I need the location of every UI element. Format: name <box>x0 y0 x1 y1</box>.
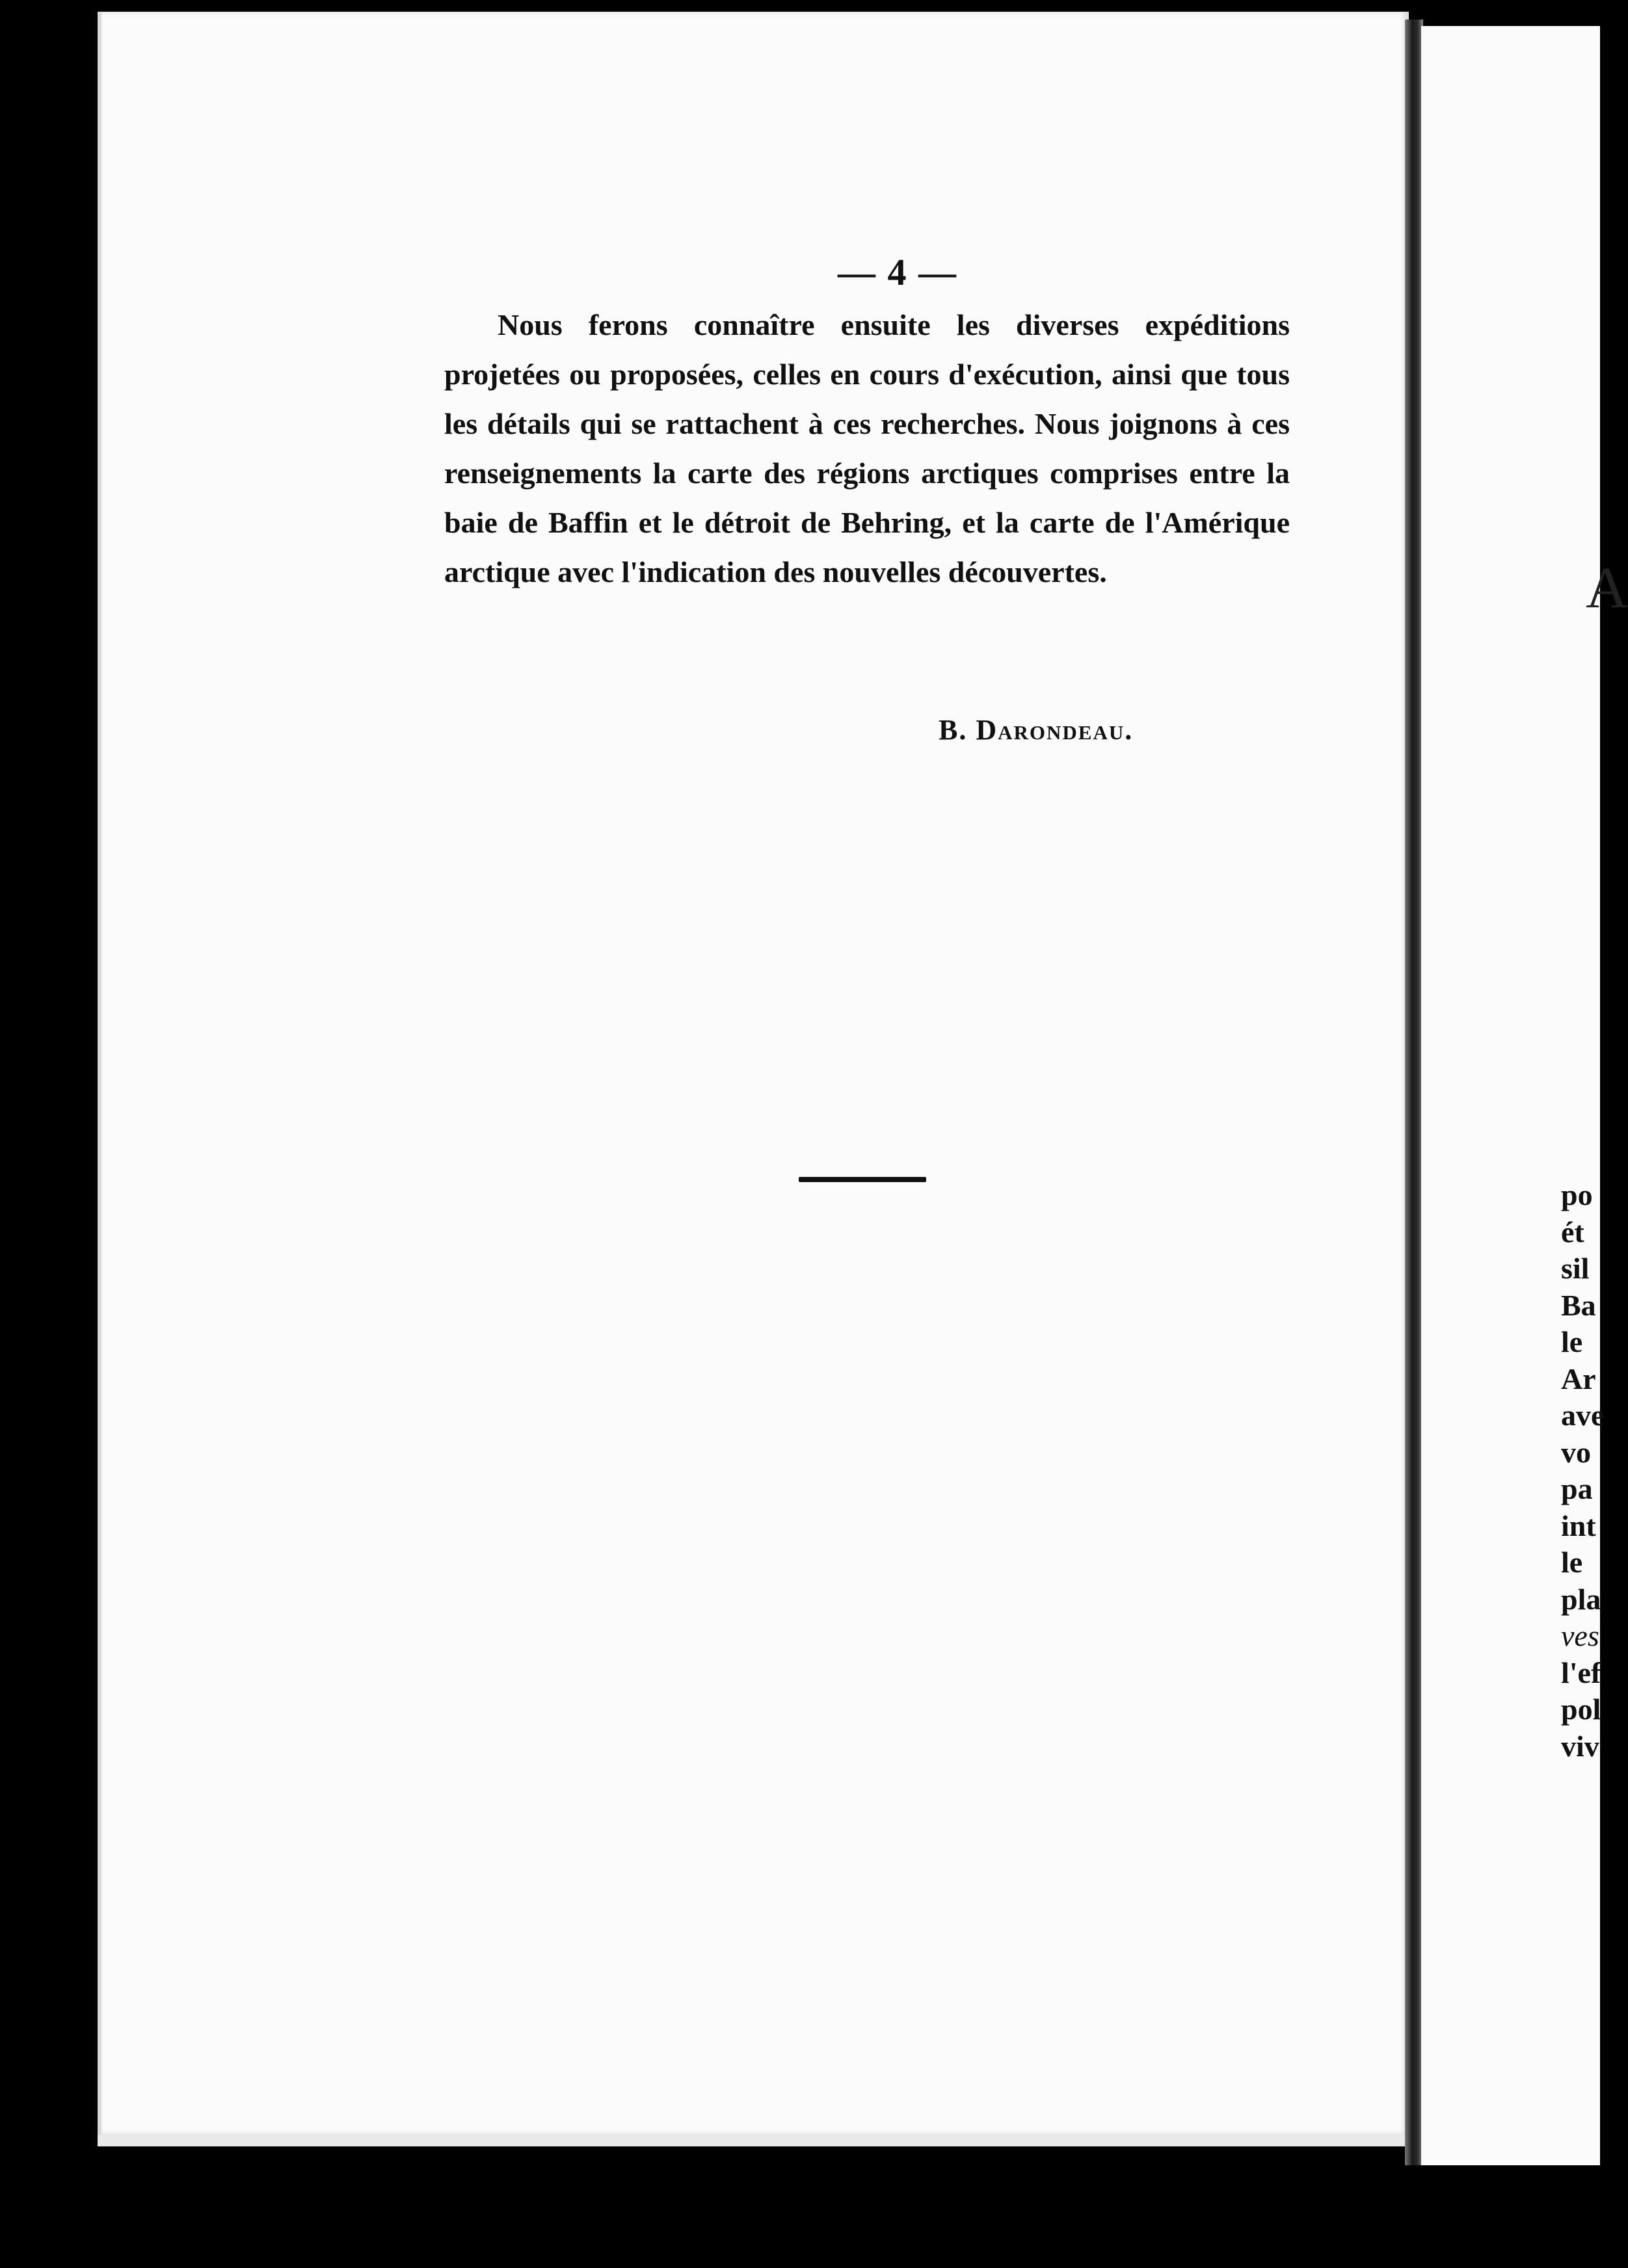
page-number: — 4 — <box>838 251 957 293</box>
body-text <box>444 300 1290 597</box>
right-line: pa <box>1561 1472 1593 1505</box>
left-page-bottom-edge <box>98 2135 1405 2146</box>
right-line: ave <box>1561 1399 1605 1432</box>
right-line: l'ef <box>1561 1655 1601 1689</box>
right-line: pol <box>1561 1693 1601 1726</box>
right-line: po <box>1561 1178 1593 1211</box>
book-gutter <box>1405 20 1423 2165</box>
right-line: Ba <box>1561 1288 1596 1322</box>
right-line: ét <box>1561 1215 1584 1248</box>
right-page-fragment: A <box>1586 556 1628 620</box>
right-line: le <box>1561 1325 1583 1358</box>
right-page <box>1421 26 1628 2165</box>
body-paragraph: Nous ferons connaître ensuite les diverses expéditions projetées ou proposées, celles en cours d'exécution, ainsi que tous les détails qui se rattachent à ces recherches. Nous joignons à ces renseignements la carte des régions arctiques comprises entre la baie de Baffin et le détroit de Behring, et la carte de l'Amérique arctique avec l'indication des nouvelles découvertes. <box>444 308 1290 588</box>
right-line: Ar <box>1561 1362 1596 1395</box>
right-line: ves <box>1561 1619 1599 1652</box>
author-signature: B. Darondeau. <box>939 714 1134 746</box>
right-line: viv <box>1561 1729 1599 1763</box>
right-page-text-column <box>1561 1177 1605 1765</box>
right-line: int <box>1561 1509 1596 1542</box>
right-line: vo <box>1561 1435 1591 1469</box>
closing-rule <box>799 1177 926 1182</box>
right-line: sil <box>1561 1252 1590 1285</box>
right-line: le <box>1561 1546 1583 1579</box>
right-line: pla <box>1561 1582 1601 1616</box>
